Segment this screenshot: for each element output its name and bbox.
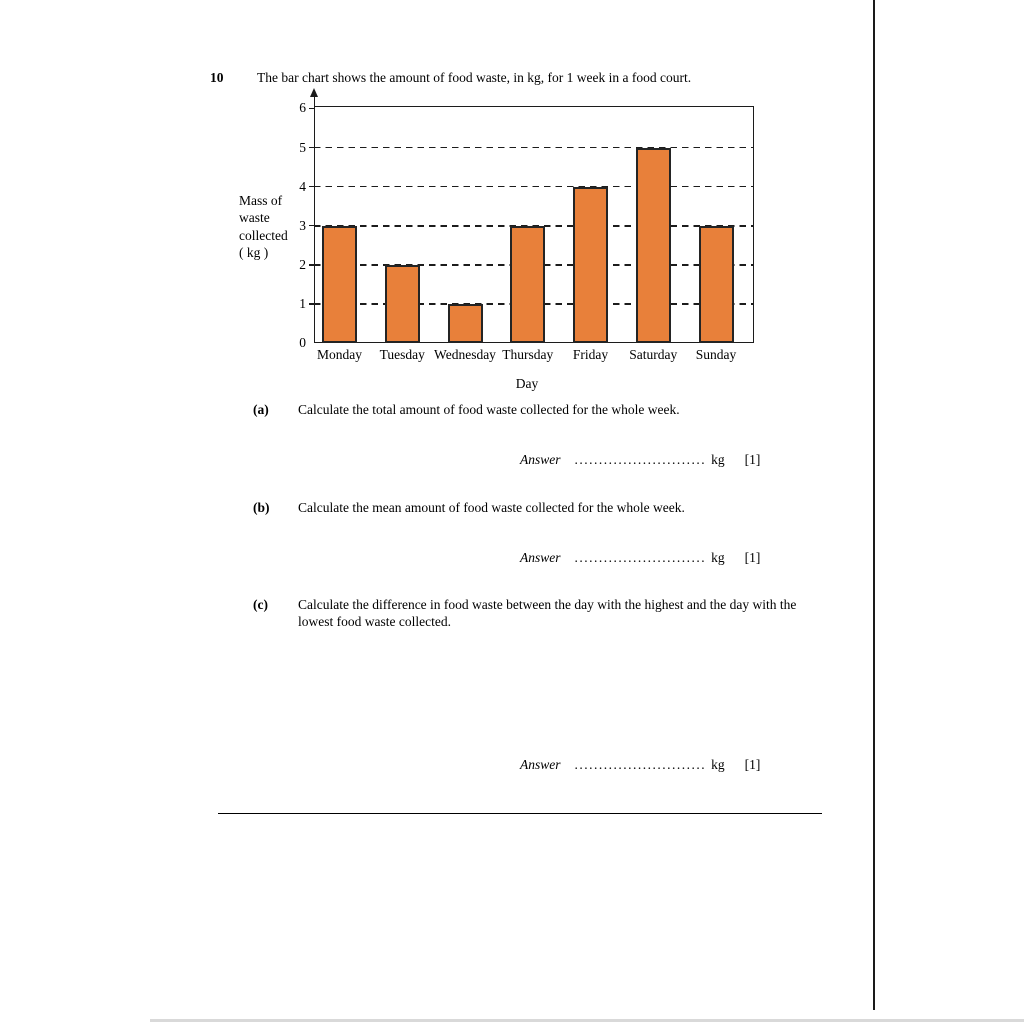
question-number: 10 xyxy=(210,70,224,85)
answer-unit: kg xyxy=(711,550,725,565)
part-a-text: Calculate the total amount of food waste collected for the whole week. xyxy=(298,402,680,417)
answer-dotted-line: ........................... xyxy=(574,550,707,565)
answer-marks: [1] xyxy=(744,452,761,467)
x-tick-label-saturday: Saturday xyxy=(629,347,678,362)
part-a-label: (a) xyxy=(253,402,269,417)
part-b-text: Calculate the mean amount of food waste collected for the whole week. xyxy=(298,500,685,515)
y-axis-label-line: ( kg ) xyxy=(239,244,269,260)
y-tick-label: 5 xyxy=(299,139,306,155)
answer-line-a xyxy=(520,452,760,468)
x-tick-label-thursday: Thursday xyxy=(502,347,554,362)
y-axis-label-line: Mass of xyxy=(239,193,283,208)
answer-dotted-line: ........................... xyxy=(574,757,707,772)
bar-monday xyxy=(322,226,357,343)
answer-line-b xyxy=(520,550,760,566)
bar-thursday xyxy=(510,226,545,343)
answer-unit: kg xyxy=(711,452,725,467)
answer-label: Answer xyxy=(520,550,561,565)
y-tick-label: 4 xyxy=(299,178,306,194)
y-tick-label: 6 xyxy=(299,100,306,116)
x-tick-label-friday: Friday xyxy=(572,347,609,362)
x-tick-label-monday: Monday xyxy=(317,347,362,362)
y-axis-arrow-icon xyxy=(310,88,318,97)
part-b-label: (b) xyxy=(253,500,270,515)
answer-marks: [1] xyxy=(744,757,761,772)
answer-marks: [1] xyxy=(744,550,761,565)
bar-friday xyxy=(573,187,608,343)
answer-unit: kg xyxy=(711,757,725,772)
y-tick-label: 1 xyxy=(299,295,306,311)
page-right-edge-line xyxy=(873,0,875,1010)
y-axis-arrow-line xyxy=(314,96,316,107)
answer-line-c xyxy=(520,757,760,773)
answer-label: Answer xyxy=(520,757,561,772)
gridline xyxy=(314,186,754,188)
question-intro-text: The bar chart shows the amount of food waste, in kg, for 1 week in a food court. xyxy=(257,70,692,85)
y-tick-label: 2 xyxy=(299,256,306,272)
y-tick-mark xyxy=(309,108,314,110)
y-tick-label: 0 xyxy=(299,335,306,350)
x-tick-label-sunday: Sunday xyxy=(695,347,737,362)
part-c-label: (c) xyxy=(253,597,268,612)
bar-wednesday xyxy=(448,304,483,343)
x-tick-label-wednesday: Wednesday xyxy=(434,347,496,362)
y-tick-label: 3 xyxy=(299,217,306,233)
section-divider-line xyxy=(218,813,822,814)
bar-tuesday xyxy=(385,265,420,343)
page-bottom-shadow-line xyxy=(150,1019,1024,1022)
part-c-text: Calculate the difference in food waste between the day with the highest and the day with the lowest food waste collected. xyxy=(298,597,797,629)
bar-saturday xyxy=(636,148,671,344)
y-axis-label-line: waste xyxy=(239,210,270,226)
x-tick-label-tuesday: Tuesday xyxy=(379,347,425,362)
y-axis-label-line: collected xyxy=(239,227,288,243)
bar-sunday xyxy=(699,226,734,343)
answer-label: Answer xyxy=(520,452,561,467)
x-axis-title: Day xyxy=(515,376,539,391)
gridline xyxy=(314,147,754,149)
answer-dotted-line: ........................... xyxy=(574,452,707,467)
